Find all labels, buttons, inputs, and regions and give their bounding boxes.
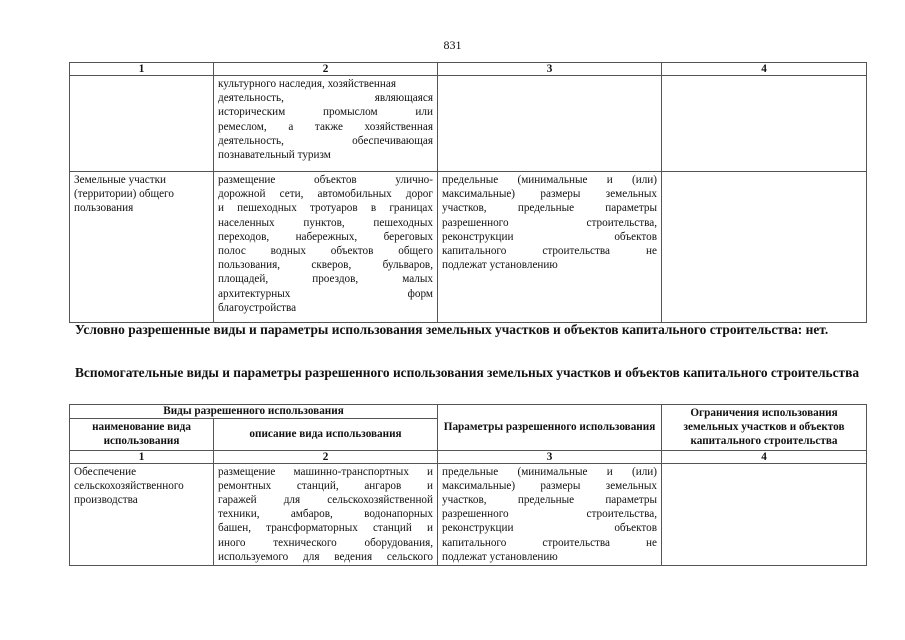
cell-use-description (214, 76, 438, 172)
text-line: переходов, набережных, береговых (218, 230, 433, 243)
cell-parameters (438, 76, 662, 172)
text-line: участков, предельные параметры (442, 494, 658, 507)
cell-use-name (70, 172, 214, 323)
text-line: пользования, скверов, бульваров, (218, 259, 433, 272)
text-line: реконструкции объектов (442, 522, 658, 535)
table-header-row (70, 63, 867, 76)
text-line: архитектурных форм (218, 287, 433, 300)
text-line: ремеслом, а также хозяйственная (218, 120, 433, 133)
text-line: Обеспечение (74, 465, 137, 478)
text-line: и пешеходных тротуаров в границах (218, 202, 433, 215)
text-line: размещение объектов улично- (218, 174, 433, 186)
auxiliary-uses-heading: Вспомогательные виды и параметры разрешенного использования земельных участков и объектов капитального строительства (75, 365, 860, 380)
column-number: 4 (662, 450, 867, 463)
cell-parameters (438, 172, 662, 323)
text-line: населенных пунктов, пешеходных (218, 216, 433, 229)
text-line: максимальные) размеры земельных (442, 479, 658, 492)
text-line: благоустройства (218, 301, 297, 314)
text-line: башен, трансформаторных станций и (218, 522, 434, 535)
text-line: (территории) общего (74, 188, 174, 201)
text-line: сельскохозяйственного (74, 479, 184, 492)
cell-use-description (214, 172, 438, 323)
text-line: участков, предельные параметры (442, 202, 657, 215)
text-line: иного технического оборудования, (218, 536, 434, 549)
parameters-header: Параметры разрешенного использования (438, 405, 662, 451)
column-number: 1 (70, 63, 214, 76)
column-number: 2 (214, 63, 438, 76)
column-number: 4 (662, 63, 867, 76)
text-line: ремонтных станций, ангаров и (218, 479, 434, 492)
text-line: дорожной сети, автомобильных дорог (218, 188, 433, 201)
text-line: познавательный туризм (218, 149, 331, 162)
text-line: гаражей для сельскохозяйственной (218, 494, 434, 507)
text-line: пользования (74, 202, 134, 215)
text-line: производства (74, 494, 138, 507)
column-number: 2 (214, 450, 438, 463)
cell-restrictions (662, 463, 867, 565)
text-line: площадей, проездов, малых (218, 273, 433, 286)
column-number: 3 (438, 450, 662, 463)
text-line: Земельные участки (74, 174, 167, 186)
text-line: подлежат установлению (442, 259, 558, 272)
text-line: максимальные) размеры земельных (442, 188, 657, 201)
text-line: полос водных объектов общего (218, 245, 433, 258)
text-line: историческим промыслом или (218, 106, 433, 119)
restrictions-header: Ограничения использования земельных участков и объектов капитального строительства (662, 405, 867, 451)
text-line: капитального строительства не (442, 536, 658, 549)
text-line: культурного наследия, хозяйственная (218, 78, 397, 90)
page-number: 831 (443, 38, 462, 52)
text-line: предельные (минимальные и (или) (442, 174, 657, 186)
zoning-table-main (69, 62, 867, 323)
cell-use-name (70, 76, 214, 172)
text-line: подлежат установлению (442, 550, 558, 563)
table-header-row (70, 405, 867, 419)
table-row (70, 172, 867, 323)
text-line: разрешенного строительства, (442, 216, 657, 229)
text-line: размещение машинно-транспортных и (218, 465, 434, 478)
text-line: деятельность, обеспечивающая (218, 134, 433, 147)
auxiliary-uses-table (69, 404, 867, 566)
table-row (70, 463, 867, 565)
table-row (70, 76, 867, 172)
text-line: разрешенного строительства, (442, 508, 658, 521)
text-line: капитального строительства не (442, 245, 657, 258)
column-number: 1 (70, 450, 214, 463)
text-line: техники, амбаров, водонапорных (218, 508, 434, 521)
text-line: предельные (минимальные и (или) (442, 465, 658, 478)
use-description-header: описание вида использования (214, 419, 438, 451)
cell-use-description (214, 463, 438, 565)
cell-use-name (70, 463, 214, 565)
conditional-uses-heading: Условно разрешенные виды и параметры использования земельных участков и объектов капитального строительства: нет. (75, 322, 829, 337)
text-line: деятельность, являющаяся (218, 92, 433, 105)
column-number: 3 (438, 63, 662, 76)
table-header-row (70, 450, 867, 463)
group-header: Виды разрешенного использования (70, 405, 438, 419)
text-line: используемого для ведения сельского (218, 550, 434, 563)
cell-restrictions (662, 172, 867, 323)
use-name-header: наименование вида использования (70, 419, 214, 451)
cell-parameters (438, 463, 662, 565)
text-line: реконструкции объектов (442, 230, 657, 243)
cell-restrictions (662, 76, 867, 172)
